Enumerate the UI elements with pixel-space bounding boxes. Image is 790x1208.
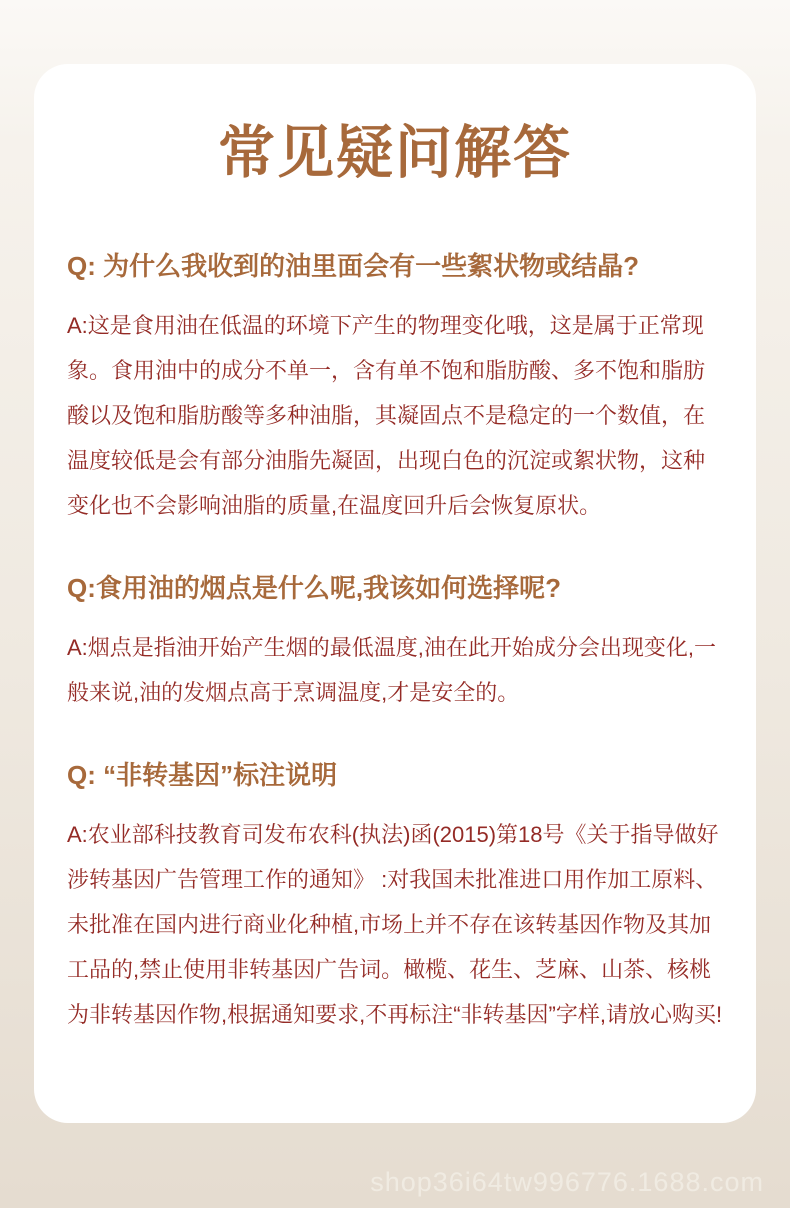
faq-section-flocculation [67, 246, 723, 528]
faq-answer-flocculation: A:这是食用油在低温的环境下产生的物理变化哦，这是属于正常现象。食用油中的成分不单一，含有单不饱和脂肪酸、多不饱和脂肪酸以及饱和脂肪酸等多种油脂，其凝固点不是稳定的一个数值，在温度较低是会有部分油脂先凝固，出现白色的沉淀或絮状物，这种变化也不会影响油脂的质量,在温度回升后会恢复原状。 [67, 313, 706, 518]
faq-question-smoke-point: Q:食用油的烟点是什么呢,我该如何选择呢? [67, 573, 561, 603]
shop-watermark-url: shop36i64tw996776.1688.com [370, 1167, 764, 1197]
faq-answer-non-gmo-label: A:农业部科技教育司发布农科(执法)函(2015)第18号《关于指导做好涉转基因广告管理工作的通知》 :对我国未批准进口用作加工原料、未批准在国内进行商业化种植,市场上并不存在该转基因作物及其加工品的,禁止使用非转基因广告词。橄榄、花生、芝麻、山茶、核桃为非转基因作物,根据通知要求,不再标注“非转基因”字样,请放心购买! [67, 822, 723, 1027]
faq-answer-smoke-point: A:烟点是指油开始产生烟的最低温度,油在此开始成分会出现变化,一般来说,油的发烟点高于烹调温度,才是安全的。 [67, 635, 717, 705]
faq-question-non-gmo-label: Q: “非转基因”标注说明 [67, 760, 338, 790]
page-title: 常见疑问解答 [218, 121, 572, 185]
faq-section-smoke-point [67, 568, 723, 715]
faq-card [34, 64, 756, 1123]
faq-section-non-gmo-label [67, 755, 723, 1037]
faq-question-flocculation: Q: 为什么我收到的油里面会有一些絮状物或结晶? [67, 251, 639, 281]
